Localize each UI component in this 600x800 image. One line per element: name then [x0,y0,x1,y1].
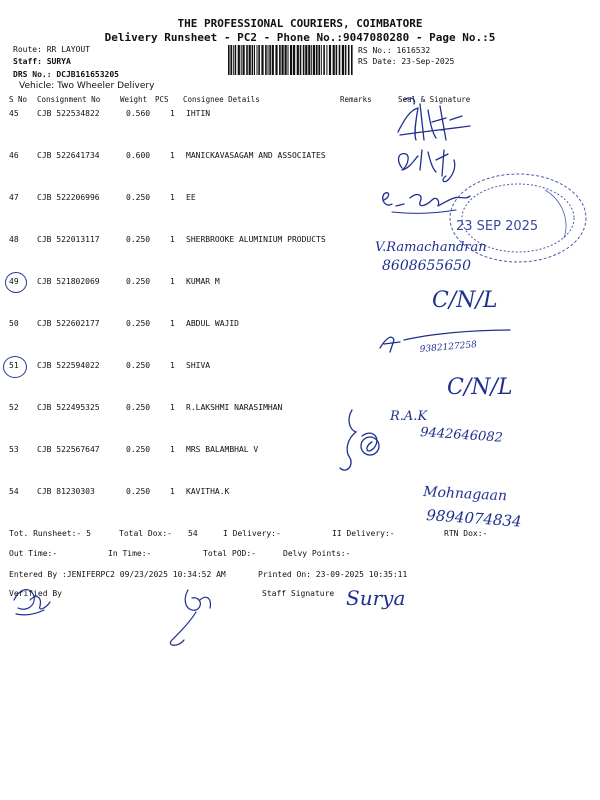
row-pcs: 1 [170,235,175,244]
row-54-handwritten-name: Mohnagaan [422,484,508,505]
col-weight: Weight [120,95,148,104]
in-time: In Time:- [108,549,152,558]
row-48-handwritten-name: V.Ramachandran [375,240,487,255]
row-consignment-no: CJB 522594022 [37,361,100,370]
row-consignee: SHIVA [186,361,211,370]
signature-row-46 [399,150,455,182]
rtn-dox: RTN Dox:- [444,529,488,538]
row-consignment-no: CJB 522495325 [37,403,100,412]
vehicle-label: Vehicle: Two Wheeler Delivery [19,81,155,91]
row-consignee: ABDUL WAJID [186,319,239,328]
i-delivery: I Delivery:- [223,529,281,538]
row-pcs: 1 [170,403,175,412]
printed-on: Printed On: 23-09-2025 10:35:11 [258,570,408,579]
out-time: Out Time:- [9,549,58,558]
row-sno: 54 [9,487,19,496]
row-weight: 0.250 [126,445,151,454]
col-seal-signature: Seal & Signature [398,95,471,104]
row-weight: 0.250 [126,487,151,496]
row-sno: 45 [9,109,19,118]
total-pod: Total POD:- [203,549,256,558]
row-pcs: 1 [170,277,175,286]
row-54-handwritten-phone: 9894074834 [425,506,523,531]
row-sno: 48 [9,235,19,244]
row-sno: 52 [9,403,19,412]
company-title: THE PROFESSIONAL COURIERS, COIMBATORE [177,17,423,30]
row-sno: 47 [9,193,19,202]
row-consignment-no: CJB 522013117 [37,235,100,244]
rs-number: RS No.: 1616532 [358,46,431,55]
row-49-remark: C/N/L [432,288,498,313]
delvy-points: Delvy Points:- [283,549,351,558]
drs-number: DRS No.: DCJB161653205 [13,70,119,79]
row-consignee: SHERBROOKE ALUMINIUM PRODUCTS [186,235,326,244]
signature-row-45 [398,104,470,140]
row-weight: 0.250 [126,235,151,244]
route-label: Route: RR LAYOUT [13,45,91,54]
row-consignment-no: CJB 522602177 [37,319,100,328]
staff-signature-name: Surya [346,586,406,610]
stamp-date: 23 SEP 2025 [456,219,539,234]
row-sno: 53 [9,445,19,454]
row-consignee: MANICKAVASAGAM AND ASSOCIATES [186,151,326,160]
supervisor-signature [170,590,210,645]
row-pcs: 1 [170,109,175,118]
row-weight: 0.560 [126,109,151,118]
verified-by-label: Verified By [9,589,62,598]
row-consignee: IHTIN [186,109,211,118]
row-51-remark: C/N/L [447,375,513,400]
col-remarks: Remarks [340,95,372,104]
ii-delivery: II Delivery:- [332,529,395,538]
signature-row-53 [340,410,377,470]
col-consignee: Consignee Details [183,95,260,104]
row-pcs: 1 [170,445,175,454]
row-sno: 46 [9,151,19,160]
row-consignee: R.LAKSHMI NARASIMHAN [186,403,283,412]
entered-by: Entered By :JENIFERPC2 09/23/2025 10:34:52 AM [9,570,226,579]
row-consignee: KUMAR M [186,277,220,286]
row-weight: 0.250 [126,361,151,370]
row-pcs: 1 [170,319,175,328]
row-consignee: MRS BALAMBHAL V [186,445,259,454]
row-consignee: KAVITHA.K [186,487,230,496]
signature-row-47 [383,193,470,206]
tot-runsheet: Tot. Runsheet:- 5 [9,529,91,538]
staff-label: Staff: SURYA [13,57,71,66]
row-sno: 50 [9,319,19,328]
row-pcs: 1 [170,193,175,202]
row-52-handwritten-phone: 9442646082 [419,425,504,446]
row-pcs: 1 [170,487,175,496]
row-sno: 51 [9,361,19,370]
total-dox-value: 54 [188,529,198,538]
row-consignment-no: CJB 522206996 [37,193,100,202]
row-weight: 0.250 [126,319,151,328]
row-weight: 0.250 [126,277,151,286]
row-consignment-no: CJB 81230303 [37,487,95,496]
row-consignment-no: CJB 521802069 [37,277,100,286]
col-pcs: PCS [155,95,169,104]
row-sno: 49 [9,277,19,286]
runsheet-subtitle: Delivery Runsheet - PC2 - Phone No.:9047080280 - Page No.:5 [104,31,496,44]
col-sno: S No [9,95,28,104]
row-50-handwritten-phone: 9382127258 [419,340,478,355]
staff-signature-label: Staff Signature [262,589,335,598]
row-consignee: EE [186,193,196,202]
row-48-handwritten-phone: 8608655650 [382,258,472,274]
row-52-handwritten-name: R.A.K [390,409,428,424]
row-weight: 0.600 [126,151,151,160]
rs-date: RS Date: 23-Sep-2025 [358,57,455,66]
row-pcs: 1 [170,151,175,160]
row-pcs: 1 [170,361,175,370]
total-dox-label: Total Dox:- [119,529,172,538]
row-consignment-no: CJB 522567647 [37,445,100,454]
col-consignment: Consignment No [37,95,101,104]
row-consignment-no: CJB 522534822 [37,109,100,118]
row-weight: 0.250 [126,403,151,412]
row-consignment-no: CJB 522641734 [37,151,100,160]
row-weight: 0.250 [126,193,151,202]
